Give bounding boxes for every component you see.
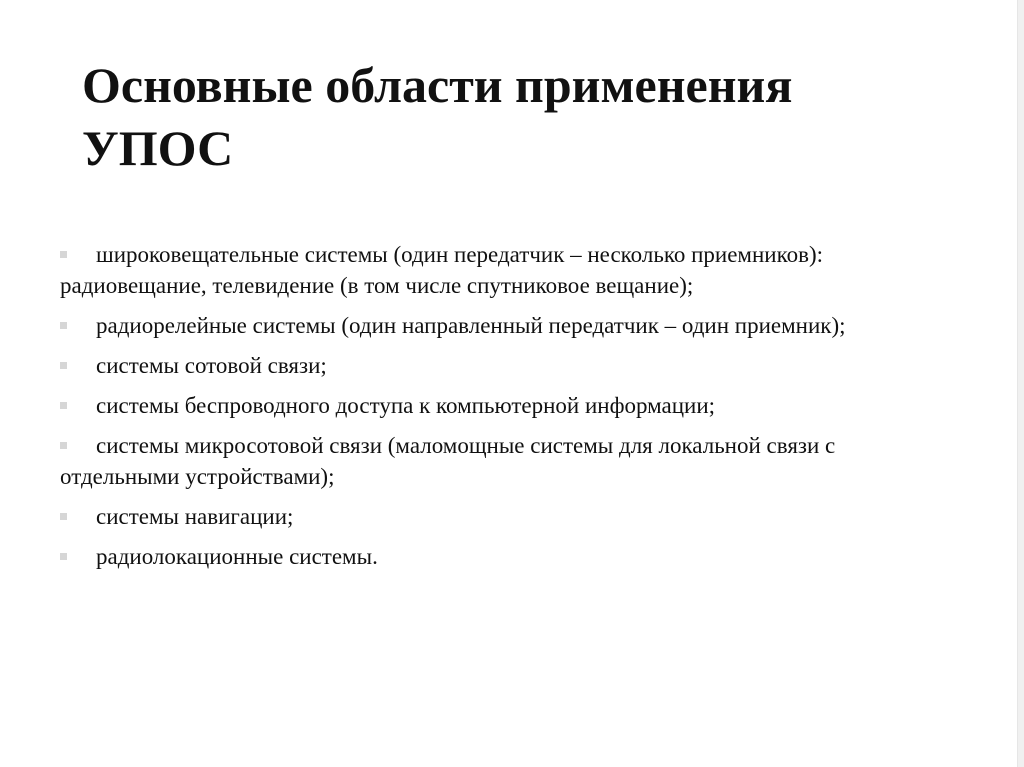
bullet-text: системы навигации; xyxy=(96,504,294,529)
bullet-text: радиолокационные системы. xyxy=(96,544,378,569)
bullet-item xyxy=(60,310,940,341)
bullet-text: радиорелейные системы (один направленный передатчик – один приемник); xyxy=(96,313,846,338)
bullet-list xyxy=(60,239,940,581)
square-bullet-icon xyxy=(60,402,67,409)
square-bullet-icon xyxy=(60,362,67,369)
square-bullet-icon xyxy=(60,251,67,258)
bullet-item xyxy=(60,350,940,381)
square-bullet-icon xyxy=(60,513,67,520)
slide-title: Основные области применения УПОС xyxy=(82,57,793,176)
bullet-text: системы беспроводного доступа к компьютерной информации; xyxy=(96,393,716,418)
square-bullet-icon xyxy=(60,442,67,449)
square-bullet-icon xyxy=(60,322,67,329)
bullet-text: широковещательные системы (один передатчик – несколько приемников): радиовещание, телевидение (в том числе спутниковое вещание); xyxy=(60,242,824,298)
bullet-item xyxy=(60,430,940,492)
bullet-item xyxy=(60,239,940,301)
bullet-item xyxy=(60,390,940,421)
bullet-item xyxy=(60,541,940,572)
slide-edge xyxy=(1017,0,1024,767)
bullet-text: системы сотовой связи; xyxy=(96,353,327,378)
bullet-item xyxy=(60,501,940,532)
bullet-text: системы микросотовой связи (маломощные системы для локальной связи с отдельными устройствами); xyxy=(60,433,836,489)
square-bullet-icon xyxy=(60,553,67,560)
